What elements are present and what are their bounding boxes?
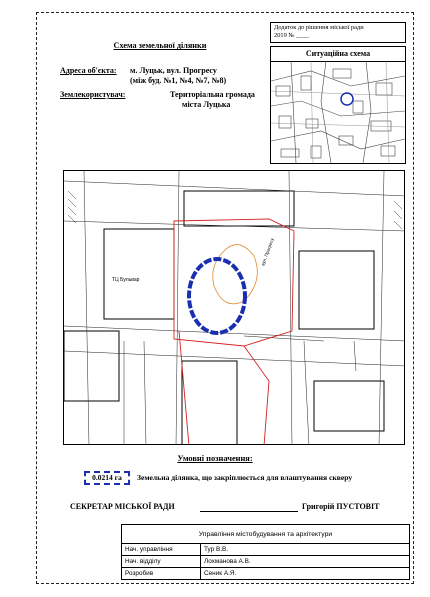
address-line1: м. Луцьк, вул. Прогресу xyxy=(130,66,217,75)
market-label: ТЦ Бульвар xyxy=(112,277,140,283)
title-block-role: Розробив xyxy=(122,568,201,580)
title-block-person: Тур В.В. xyxy=(201,544,410,556)
annex-year: 2019 xyxy=(274,32,287,39)
street-label: вул. Прогресу xyxy=(260,237,275,267)
title-block-person: Лохманова А.В. xyxy=(201,556,410,568)
annex-note xyxy=(270,22,406,43)
contour-line xyxy=(213,245,258,304)
signature-role: СЕКРЕТАР МІСЬКОЇ РАДИ xyxy=(70,502,175,511)
owner-line2: міста Луцька xyxy=(182,100,231,109)
signature-name: Григорій ПУСТОВІТ xyxy=(302,502,380,511)
legend-title: Умовні позначення: xyxy=(177,454,253,463)
signature-line xyxy=(200,511,298,512)
situation-title: Ситуаційна схема xyxy=(271,47,405,62)
annex-line1: Додаток до рішення міської ради xyxy=(274,24,364,31)
building-block-east xyxy=(299,251,374,329)
situation-scheme xyxy=(270,46,406,164)
parcel-boundary xyxy=(189,259,245,333)
situation-map xyxy=(271,61,405,163)
address-block xyxy=(60,66,227,85)
address-line2: (між буд. №1, №4, №7, №8) xyxy=(130,76,227,85)
owner-label: Землекористувач: xyxy=(60,90,126,99)
market-building xyxy=(104,229,174,319)
title-block-row xyxy=(122,568,410,580)
legend-description: Земельна ділянка, що закріплюється для влаштування скверу xyxy=(137,473,353,482)
title-block-role: Нач. відділу xyxy=(122,556,201,568)
cadastral-map-svg xyxy=(64,171,405,445)
title-block xyxy=(121,524,410,580)
owner-line1: Територіальна громада xyxy=(170,90,255,99)
address-label: Адреса об'єкта: xyxy=(60,66,117,75)
legend-area-box: 0.0214 га xyxy=(84,471,130,485)
cadastral-map xyxy=(63,170,405,445)
building-block-southeast xyxy=(314,381,384,431)
title-block-header: Управління містобудування та архітектури xyxy=(122,525,410,544)
annex-number: № ____ xyxy=(288,32,309,39)
owner-block xyxy=(60,90,255,109)
building-block-south xyxy=(182,361,237,445)
title-block-person: Сеник А.Я. xyxy=(201,568,410,580)
title-block-row xyxy=(122,544,410,556)
document-title: Схема земельної ділянки xyxy=(113,41,207,50)
title-block-row xyxy=(122,556,410,568)
building-block-west xyxy=(64,331,119,401)
parcel-marker-icon xyxy=(341,93,353,105)
title-block-role: Нач. управління xyxy=(122,544,201,556)
